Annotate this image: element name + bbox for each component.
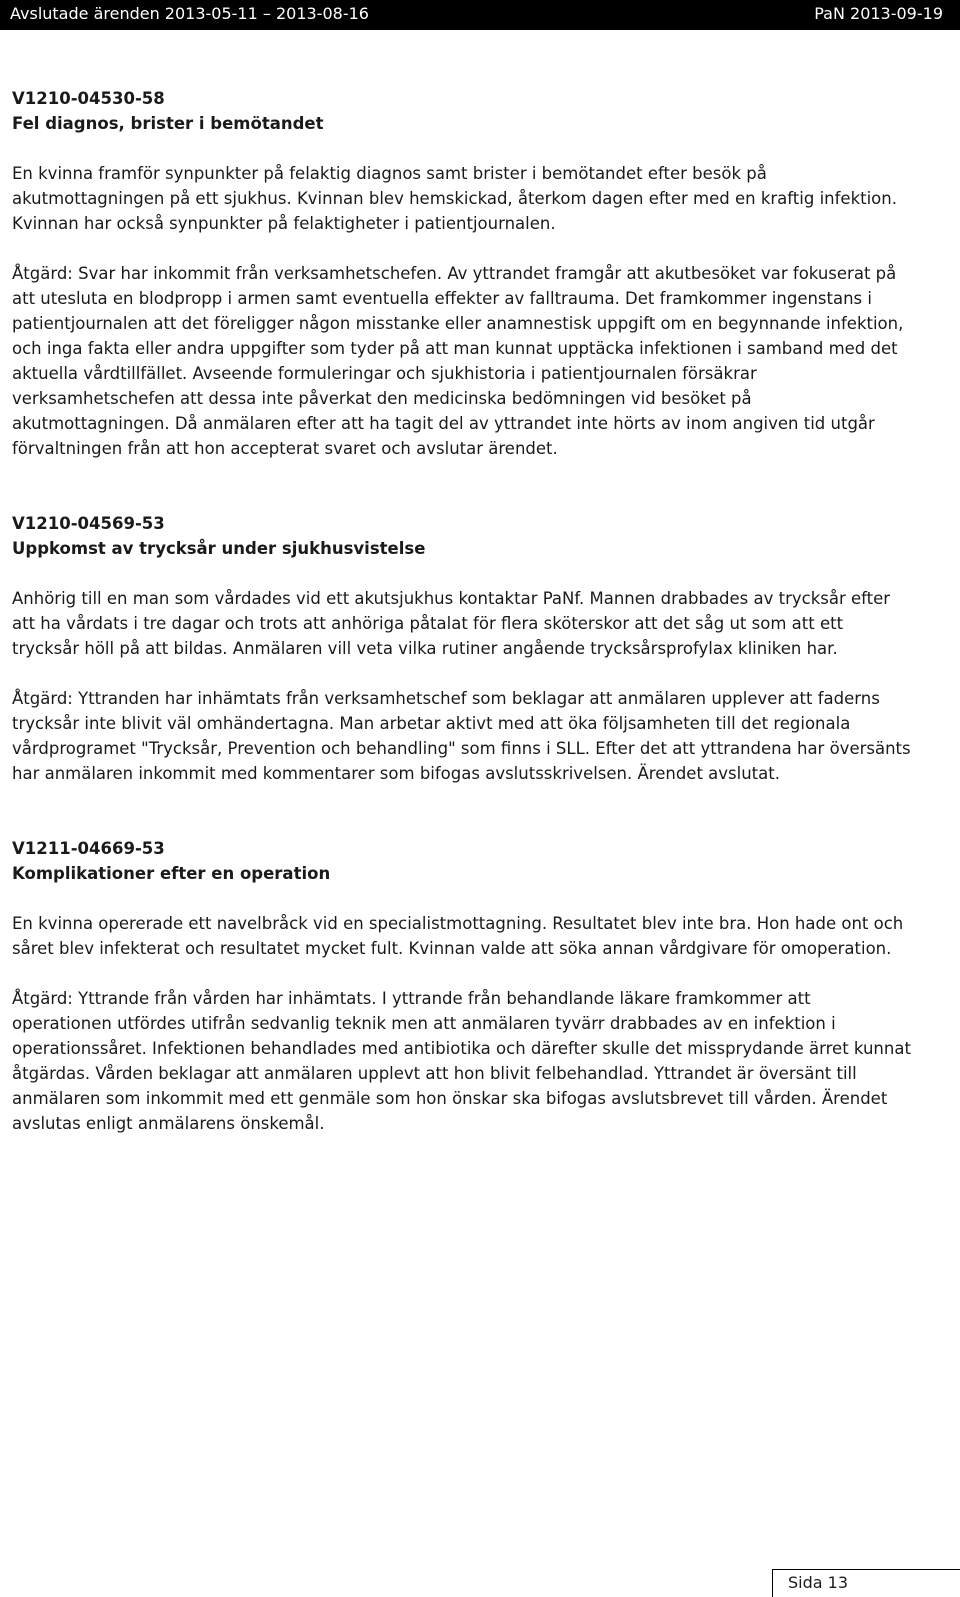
case-title: Fel diagnos, brister i bemötandet: [12, 114, 324, 133]
header-divider: [0, 29, 960, 30]
case-description: En kvinna opererade ett navelbråck vid en specialistmottagning. Resultatet blev inte bra. Hon hade ont och såret blev infekterat och resultatet mycket fult. Kvinnan valde att söka annan vårdgivare för omoperation.: [12, 914, 904, 958]
case-id: V1210-04569-53: [12, 514, 165, 533]
case-action: Åtgärd: Yttranden har inhämtats från verksamhetschef som beklagar att anmälaren upplever att faderns trycksår inte blivit väl omhändertagna. Man arbetar aktivt med att öka följsamheten till det regionala vårdprogramet "Trycksår, Prevention och behandling" som finns i SLL. Efter det att yttrandena har översänts har anmälaren inkommit med kommentarer som bifogas avslutsskrivelsen. Ärendet avslutat.: [12, 689, 911, 783]
case-title: Komplikationer efter en operation: [12, 864, 331, 883]
case-entry: [12, 836, 912, 1136]
case-entry: [12, 511, 912, 786]
document-body: [12, 86, 912, 1136]
case-id: V1211-04669-53: [12, 839, 165, 858]
case-action: Åtgärd: Yttrande från vården har inhämtats. I yttrande från behandlande läkare framkommer att operationen utfördes utifrån sedvanlig teknik men att anmälaren tyvärr drabbades av en infektion i operationssåret. Infektionen behandlades med antibiotika och därefter skulle det missprydande ärret kunnat åtgärdas. Vården beklagar att anmälaren upplevt att hon blivit felbehandlad. Yttrandet är översänt till anmälaren som inkommit med ett genmäle som hon önskar ska bifogas avslutsbrevet till vården. Ärendet avslutas enligt anmälarens önskemål.: [12, 989, 911, 1133]
case-action: Åtgärd: Svar har inkommit från verksamhetschefen. Av yttrandet framgår att akutbesöket var fokuserat på att utesluta en blodpropp i armen samt eventuella effekter av falltrauma. Det framkommer ingenstans i patientjournalen att det föreligger någon misstanke eller anamnestisk uppgift om en begynnande infektion, och inga fakta eller andra uppgifter som tyder på att man kunnat upptäcka infektionen i samband med det aktuella vårdtillfället. Avseende formuleringar och sjukhistoria i patientjournalen försäkrar verksamhetschefen att dessa inte påverkat den medicinska bedömningen vid besöket på akutmottagningen. Då anmälaren efter att ha tagit del av yttrandet inte hörts av inom angiven tid utgår förvaltningen från att hon accepterat svaret och avslutar ärendet.: [12, 264, 904, 458]
header-report-date: PaN 2013-09-19: [814, 4, 943, 23]
page-footer: [772, 1569, 960, 1597]
case-entry: [12, 86, 912, 461]
case-title: Uppkomst av trycksår under sjukhusvistelse: [12, 539, 426, 558]
case-description: Anhörig till en man som vårdades vid ett akutsjukhus kontaktar PaNf. Mannen drabbades av trycksår efter att ha vårdats i tre dagar och trots att anhöriga påtalat för flera sköterskor att det såg ut som att ett trycksår höll på att bildas. Anmälaren vill veta vilka rutiner angående trycksårsprofylax kliniken har.: [12, 589, 891, 658]
page-number: Sida 13: [788, 1573, 849, 1592]
header-period: Avslutade ärenden 2013-05-11 – 2013-08-16: [10, 4, 369, 23]
case-id: V1210-04530-58: [12, 89, 165, 108]
case-description: En kvinna framför synpunkter på felaktig diagnos samt brister i bemötandet efter besök på akutmottagningen på ett sjukhus. Kvinnan blev hemskickad, återkom dagen efter med en kraftig infektion. Kvinnan har också synpunkter på felaktigheter i patientjournalen.: [12, 164, 897, 233]
page-header: [0, 0, 960, 29]
